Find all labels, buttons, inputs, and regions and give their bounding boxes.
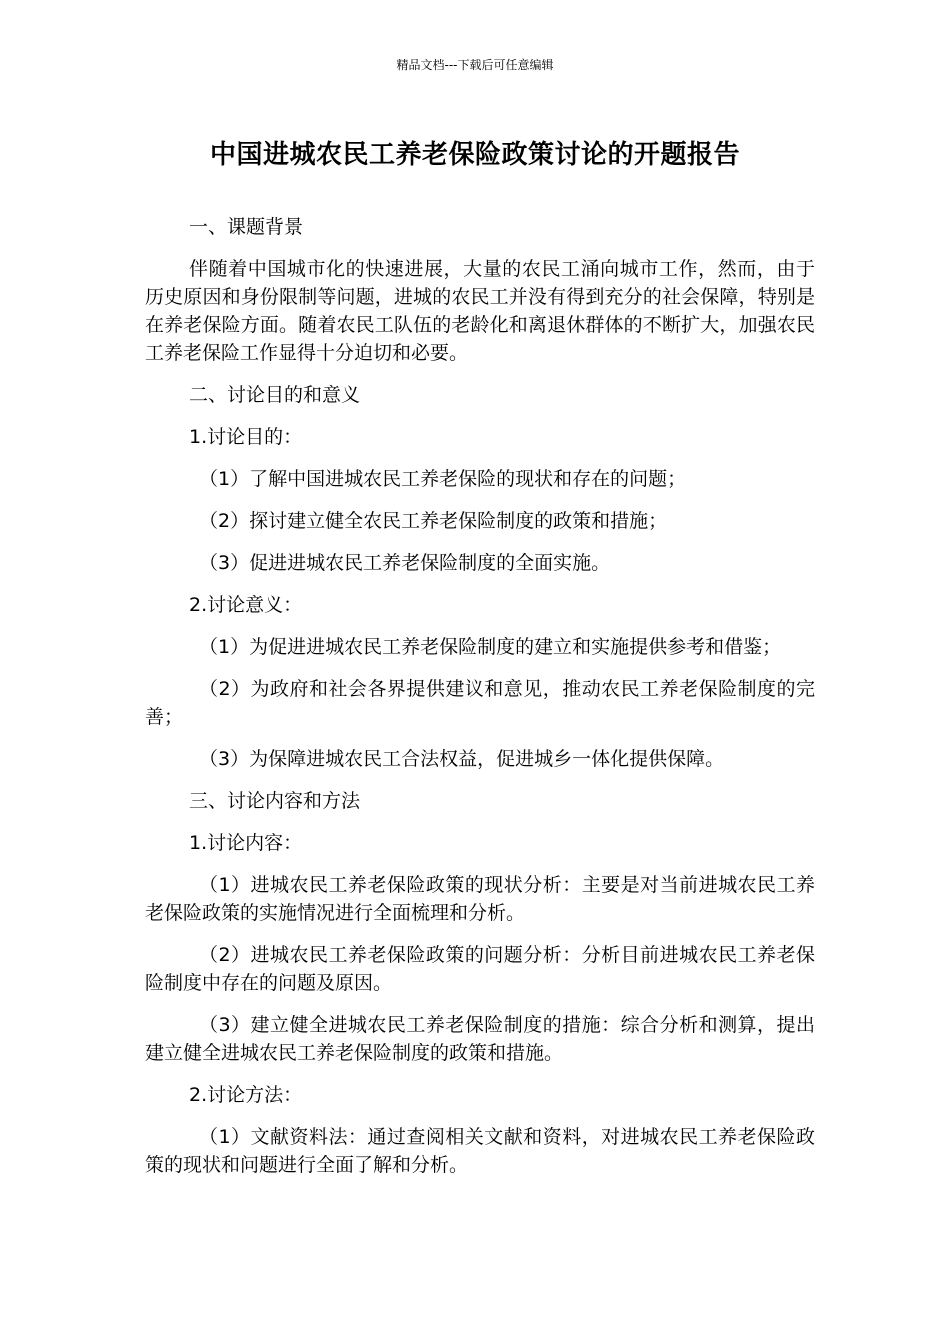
document-body [145, 213, 815, 1193]
significance-item-3: （3）为保障进城农民工合法权益，促进城乡一体化提供保障。 [199, 748, 725, 770]
page-header: 精品文档---下载后可任意编辑 [396, 58, 554, 72]
section-heading-purpose: 二、讨论目的和意义 [189, 384, 361, 406]
content-item-3: （3）建立健全进城农民工养老保险制度的措施：综合分析和测算，提出建立健全进城农民工养老保险制度的政策和措施。 [145, 1014, 815, 1064]
significance-item-2: （2）为政府和社会各界提供建议和意见，推动农民工养老保险制度的完善； [145, 678, 815, 728]
content-item-1: （1）进城农民工养老保险政策的现状分析：主要是对当前进城农民工养老保险政策的实施情况进行全面梳理和分析。 [145, 874, 815, 924]
subheading-purpose: 1.讨论目的： [189, 426, 303, 448]
content-item-2: （2）进城农民工养老保险政策的问题分析：分析目前进城农民工养老保险制度中存在的问题及原因。 [145, 944, 815, 994]
document-title: 中国进城农民工养老保险政策讨论的开题报告 [209, 140, 740, 170]
purpose-item-3: （3）促进进城农民工养老保险制度的全面实施。 [199, 552, 611, 574]
paragraph-background: 伴随着中国城市化的快速进展，大量的农民工涌向城市工作，然而，由于历史原因和身份限制等问题，进城的农民工并没有得到充分的社会保障，特别是在养老保险方面。随着农民工队伍的老龄化和离退休群体的不断扩大，加强农民工养老保险工作显得十分迫切和必要。 [145, 258, 815, 364]
significance-item-1: （1）为促进进城农民工养老保险制度的建立和实施提供参考和借鉴； [199, 636, 782, 658]
subheading-significance: 2.讨论意义： [189, 594, 303, 616]
subheading-methods: 2.讨论方法： [189, 1084, 303, 1106]
section-heading-background: 一、课题背景 [189, 216, 304, 238]
section-heading-content-methods: 三、讨论内容和方法 [189, 790, 361, 812]
purpose-item-2: （2）探讨建立健全农民工养老保险制度的政策和措施； [199, 510, 668, 532]
subheading-content: 1.讨论内容： [189, 832, 303, 854]
methods-item-1: （1）文献资料法：通过查阅相关文献和资料，对进城农民工养老保险政策的现状和问题进行全面了解和分析。 [145, 1126, 815, 1176]
purpose-item-1: （1）了解中国进城农民工养老保险的现状和存在的问题； [199, 468, 687, 490]
